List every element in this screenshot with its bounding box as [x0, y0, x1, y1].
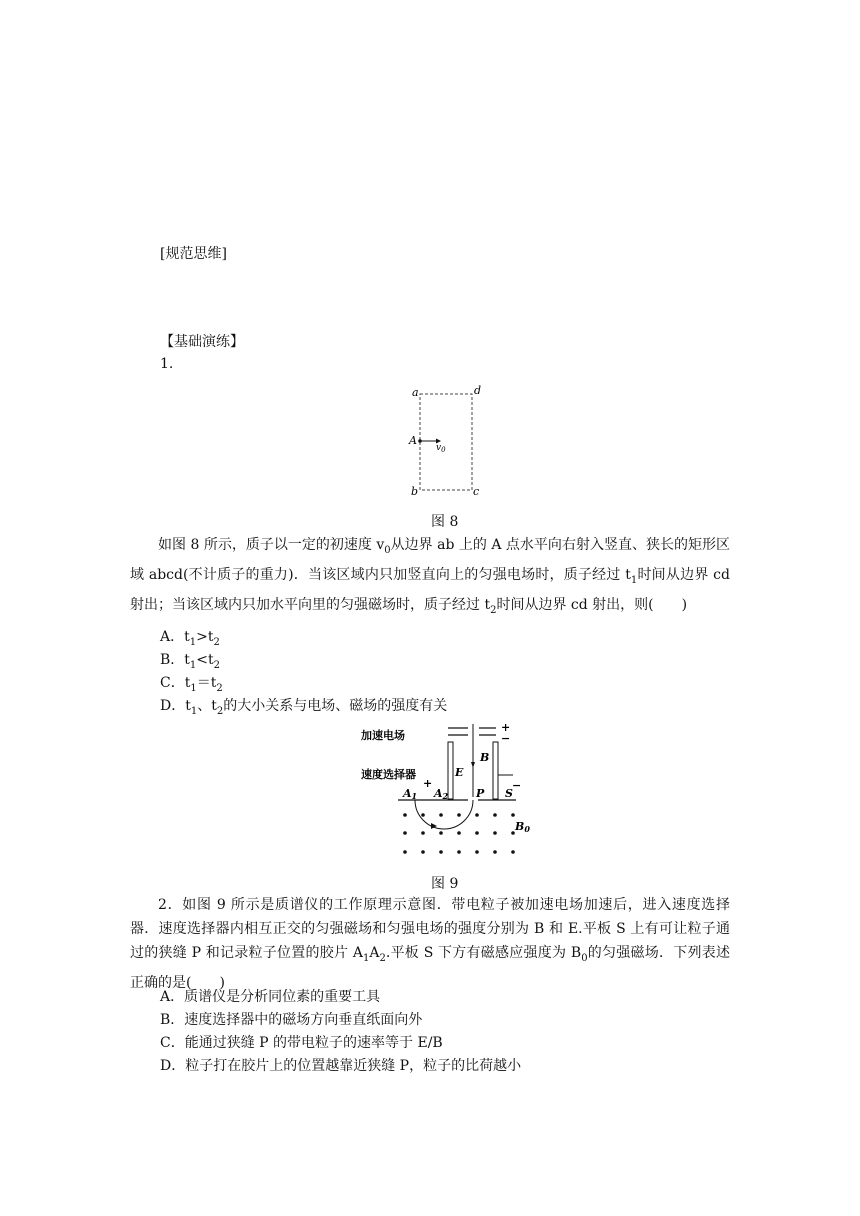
text-run: 从边界 ab 上的 A 点水平向右射入竖直、狭长的矩形区域 abcd(不计质子的重力)．当该区域内只加竖直向上的匀强电场时，质子经过 t [130, 537, 730, 583]
text-run: A．质谱仪是分析同位素的重要工具 [160, 989, 381, 1005]
label-field-b: B [480, 751, 490, 764]
field-dot [457, 831, 461, 835]
question-1-number: 1. [160, 356, 174, 372]
text-run: D．t [160, 698, 191, 714]
question-1-option-a [160, 627, 220, 653]
text-run: ＝t [196, 675, 217, 691]
figure-8-diagram [400, 382, 490, 502]
question-2-option-b [160, 1010, 422, 1030]
magnetic-field-dots [403, 813, 515, 854]
label-plus-left: + [423, 777, 433, 790]
field-dot [475, 831, 479, 835]
field-dot [403, 831, 407, 835]
subscript: 1 [189, 636, 197, 648]
figure-9-caption: 图 9 [431, 876, 459, 892]
subscript: 0 [384, 544, 391, 556]
subscript: 2 [216, 682, 223, 694]
question-1-text [130, 533, 730, 622]
figure-9-diagram [355, 718, 545, 863]
text-run: .平板 S 下方有磁感应强度为 B [385, 945, 582, 961]
text-run: 的匀强磁场．下列表述正确的是( ) [130, 945, 730, 991]
field-dot [493, 850, 497, 854]
label-d: d [474, 384, 482, 397]
text-run: >t [196, 629, 214, 645]
text-run: C．t [160, 675, 191, 691]
question-1-option-b [160, 650, 220, 676]
label-b0: B0 [515, 820, 530, 834]
subscript: 0 [581, 952, 588, 964]
field-dot [439, 850, 443, 854]
field-dot [457, 850, 461, 854]
label-point-a: A [409, 434, 417, 447]
label-plate-s: S [505, 787, 513, 800]
text-run: A．t [160, 629, 190, 645]
field-dot [475, 813, 479, 817]
text-run: 的大小关系与电场、磁场的强度有关 [223, 698, 448, 714]
section-heading: [规范思维] [160, 246, 227, 262]
subscript: 2 [379, 952, 386, 964]
field-dot [421, 813, 425, 817]
label-slit-p: P [476, 787, 485, 800]
question-1-option-c [160, 673, 223, 699]
figure-8-caption: 图 8 [431, 514, 459, 530]
label-a1: A1 [403, 787, 418, 801]
label-minus-top: − [501, 732, 511, 745]
field-dot [439, 831, 443, 835]
question-2-option-d [160, 1056, 521, 1076]
rectangle-abcd [420, 394, 472, 490]
text-run: 时间从边界 cd 射出；当该区域内只加水平向里的匀强磁场时，质子经过 t [130, 566, 730, 613]
field-dot [493, 813, 497, 817]
subscript: 2 [213, 636, 220, 648]
subscript: 1 [630, 574, 638, 586]
subscript: 2 [490, 604, 497, 616]
label-a2: A2 [434, 787, 449, 801]
subscript: 1 [189, 659, 197, 671]
field-dot [403, 813, 407, 817]
text-run: 2．如图 9 所示是质谱仪的工作原理示意图．带电粒子被加速电场加速后，进入速度选择器．速度选择器内相互正交的匀强磁场和匀强电场的强度分别为 B 和 E.平板 S 上有可让粒子通过的狭缝 P 和记录粒子位置的胶片 A [130, 897, 730, 961]
field-dot [493, 831, 497, 835]
field-dot [511, 813, 515, 817]
field-dot [439, 813, 443, 817]
label-c: c [473, 485, 480, 498]
practice-heading: 【基础演练】 [160, 334, 244, 350]
text-run: 如图 8 所示，质子以一定的初速度 v [158, 537, 385, 553]
text-run: B．速度选择器中的磁场方向垂直纸面向外 [160, 1012, 423, 1028]
field-dot [421, 850, 425, 854]
question-2-option-c [160, 1033, 443, 1053]
field-dot [421, 831, 425, 835]
label-b: b [411, 485, 419, 498]
label-field-e: E [455, 766, 464, 779]
subscript: 2 [213, 659, 221, 671]
subscript: 1 [190, 705, 198, 717]
text-run: A [369, 945, 380, 961]
beam-arrowhead [471, 762, 475, 768]
text-run: 时间从边界 cd 射出，则( ) [496, 596, 688, 613]
subscript: 2 [216, 705, 224, 717]
label-accelerating-field: 加速电场 [361, 729, 405, 742]
field-dot [457, 813, 461, 817]
label-a: a [412, 386, 419, 399]
text-run: C．能通过狭缝 P 的带电粒子的速率等于 E/B [160, 1035, 443, 1051]
label-minus-right: − [512, 779, 522, 792]
question-2-option-a [160, 987, 380, 1007]
question-2-text [130, 893, 730, 995]
field-dot [475, 850, 479, 854]
field-dot [511, 850, 515, 854]
label-v0: $v_0$ [436, 443, 446, 454]
text-run: <t [196, 652, 214, 668]
text-run: D．粒子打在胶片上的位置越靠近狭缝 P，粒子的比荷越小 [160, 1058, 522, 1074]
field-dot [403, 850, 407, 854]
subscript: 1 [363, 952, 370, 964]
subscript: 1 [190, 682, 197, 694]
label-plus-top: + [501, 721, 511, 734]
selector-plate-right [493, 742, 498, 799]
text-run: B．t [160, 652, 190, 668]
selector-plate-left [448, 742, 453, 799]
text-run: 、t [197, 698, 217, 714]
label-velocity-selector: 速度选择器 [361, 768, 416, 781]
